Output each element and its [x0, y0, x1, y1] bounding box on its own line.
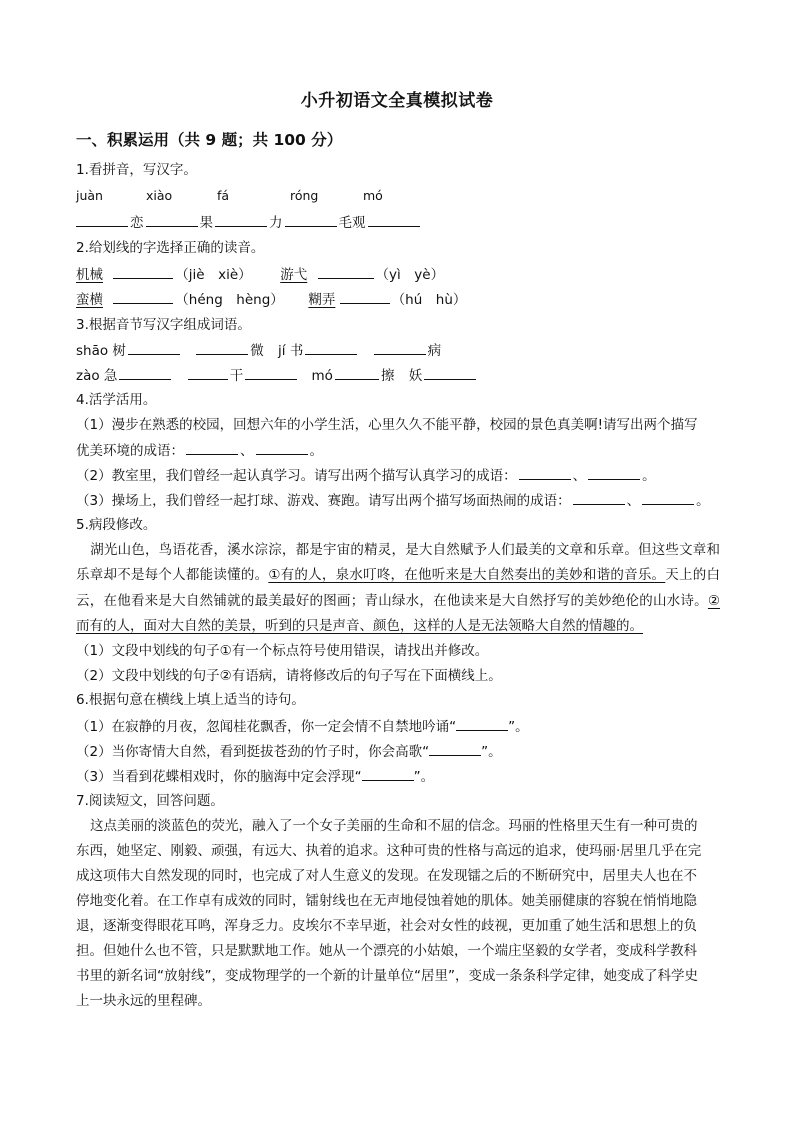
prompt-text: （3）操场上，我们曾经一起打球、游戏、赛跑。请写出两个描写场面热闹的成语： [76, 493, 571, 509]
close-quote: ”。 [481, 744, 502, 760]
syllable: zào [76, 368, 100, 384]
q5-passage [76, 538, 720, 639]
answer-blank[interactable] [368, 212, 420, 227]
separator: 、 [240, 443, 254, 459]
given-char: 毛观 [338, 215, 366, 231]
given-char: 病 [427, 343, 442, 359]
syllable: mó [311, 368, 333, 384]
period: 。 [309, 443, 323, 459]
answer-blank[interactable] [215, 212, 267, 227]
section-heading: 一、积累运用（共 9 题；共 100 分） [76, 131, 343, 149]
given-char: 书 [289, 343, 304, 359]
q2-row-1 [76, 264, 444, 285]
q7-passage-line: 上一块永远的里程碑。 [76, 993, 211, 1009]
answer-blank[interactable] [374, 340, 426, 355]
answer-blank[interactable] [429, 741, 481, 756]
page-title: 小升初语文全真模拟试卷 [300, 91, 494, 111]
answer-blank[interactable] [642, 490, 694, 505]
prompt-text: （2）教室里，我们曾经一起认真学习。请写出两个描写认真学习的成语： [76, 468, 517, 484]
answer-blank[interactable] [113, 289, 173, 304]
pinyin: róng [290, 188, 319, 203]
answer-blank[interactable] [362, 766, 414, 781]
period: 。 [642, 468, 656, 484]
q7-passage-line: 东西，她坚定、刚毅、顽强，有远大、执着的追求。这种可贵的性格与高远的追求，使玛丽·居里几乎在完 [76, 843, 702, 859]
q6-sub1 [76, 716, 529, 737]
prompt-text: （2）当你寄情大自然，看到挺拔苍劲的竹子时，你会高歌“ [76, 744, 430, 760]
q4-sub1-line1: （1）漫步在熟悉的校园，回想六年的小学生活，心里久久不能平静，校园的景色真美啊!请写出两个描写 [76, 417, 698, 433]
answer-blank[interactable] [340, 289, 390, 304]
given-char: 妖 [408, 368, 423, 384]
q5-sub1: （1）文段中划线的句子①有一个标点符号使用错误，请找出并修改。 [76, 643, 489, 659]
passage-text: 和乐章却不是每个人都能读懂的。 [76, 542, 720, 584]
pinyin: mó [363, 188, 383, 203]
answer-blank[interactable] [245, 365, 297, 380]
reading-options: （hú hù） [391, 292, 467, 308]
answer-blank[interactable] [573, 490, 625, 505]
underlined-sentence-1: ①有的人，泉水叮咚，在他听来是大自然奏出的美妙和谐的音乐。 [268, 567, 666, 584]
q7-passage-line: 停地变化着。在工作卓有成效的同时，镭射线也在无声地侵蚀着她的肌体。她美丽健康的容貌在悄悄地隐 [76, 893, 697, 909]
given-char: 急 [103, 368, 118, 384]
q7-stem: 7.阅读短文，回答问题。 [76, 793, 224, 809]
q7-passage-line: 这点美丽的淡蓝色的荧光，融入了一个女子美丽的生命和不屈的信念。玛丽的性格里天生有一种可贵的 [90, 818, 698, 834]
q4-sub1-line2 [76, 440, 323, 461]
underlined-word: 机械 [76, 267, 103, 283]
answer-blank[interactable] [186, 440, 238, 455]
q3-row-2 [76, 365, 478, 386]
q4-sub2 [76, 465, 656, 486]
prompt-text: 优美环境的成语： [76, 443, 184, 459]
q6-sub3 [76, 766, 434, 787]
answer-blank[interactable] [76, 212, 128, 227]
answer-blank[interactable] [128, 340, 180, 355]
q7-passage-line: 成这项伟大自然发现的同时，也完成了对人生意义的发现。在发现镭之后的不断研究中，居里夫人也在不 [76, 868, 697, 884]
q2-row-2 [76, 289, 466, 310]
given-char: 擦 [380, 368, 395, 384]
close-quote: ”。 [413, 769, 435, 785]
pinyin: fá [217, 188, 230, 203]
given-char: 干 [229, 368, 244, 384]
answer-blank[interactable] [335, 365, 379, 380]
answer-blank[interactable] [146, 212, 198, 227]
separator: 、 [572, 468, 587, 484]
given-char: 力 [269, 215, 283, 231]
prompt-text: （1）在寂静的月夜，忽闻桂花飘香，你一定会情不自禁地吟诵“ [76, 719, 457, 735]
syllable: shāo [76, 343, 109, 359]
prompt-text: （3）当看到花蝶相戏时，你的脑海中定会浮现“ [76, 769, 362, 785]
answer-blank[interactable] [588, 465, 640, 480]
answer-blank[interactable] [424, 365, 476, 380]
close-quote: ”。 [508, 719, 529, 735]
q1-pinyin-row [76, 186, 716, 206]
q4-sub3 [76, 490, 710, 511]
answer-blank[interactable] [113, 264, 173, 279]
passage-text: 的白云，在他看来是大自然铺就的最美最好的图画；青山绿水，在他读来是大自然抒写的美妙绝伦的山水 [76, 567, 721, 609]
answer-blank[interactable] [196, 340, 248, 355]
reading-options: （yì yè） [375, 267, 445, 283]
q5-sub2: （2）文段中划线的句子②有语病，请将修改后的句子写在下面横线上。 [76, 668, 502, 684]
underlined-word: 蛮横 [76, 292, 103, 308]
q1-answer-row [76, 212, 422, 233]
q6-stem: 6.根据句意在横线上填上适当的诗句。 [76, 692, 305, 708]
answer-blank[interactable] [256, 440, 308, 455]
passage-text: 天上 [665, 567, 693, 584]
q1-stem: 1.看拼音，写汉字。 [76, 162, 197, 178]
answer-blank[interactable] [519, 465, 571, 480]
answer-blank[interactable] [285, 212, 337, 227]
reading-options: （jiè xiè） [175, 267, 252, 283]
passage-text: 诗。 [680, 592, 708, 609]
q7-passage-line: 担。但她什么也不管，只是默默地工作。她从一个漂亮的小姑娘，一个端庄坚毅的女学者，变成科学教科 [76, 943, 697, 959]
underlined-word: 糊弄 [308, 292, 336, 308]
given-char: 果 [199, 215, 213, 231]
pinyin: juàn [76, 188, 103, 203]
syllable: jí [278, 343, 286, 359]
given-char: 恋 [130, 215, 144, 231]
passage-text: 湖光山色，鸟语花香，溪水淙淙，都是宇宙的精灵，是大自然赋予人们最美的文章和乐章。但这些文章 [90, 542, 707, 558]
answer-blank[interactable] [188, 365, 228, 380]
answer-blank[interactable] [318, 264, 374, 279]
period: 。 [696, 493, 710, 509]
q7-passage-line: 书里的新名词“放射线”，变成物理学的一个新的计量单位“居里”，变成一条条科学定律，她变成了科学史 [76, 968, 698, 984]
q2-stem: 2.给划线的字选择正确的读音。 [76, 240, 265, 256]
q4-stem: 4.活学活用。 [76, 392, 157, 408]
q6-sub2 [76, 741, 502, 762]
reading-options: （héng hèng） [175, 292, 284, 308]
underlined-sentence-2: ②而有的人，面对大自然的美景，听到的只是声音、颜色，这样的人是无法领略大自然的情趣的。 [76, 592, 721, 634]
q5-stem: 5.病段修改。 [76, 517, 157, 533]
given-char: 树 [112, 343, 126, 359]
separator: 、 [626, 493, 641, 509]
q3-stem: 3.根据音节写汉字组成词语。 [76, 317, 251, 333]
answer-blank[interactable] [119, 365, 171, 380]
answer-blank[interactable] [456, 716, 508, 731]
answer-blank[interactable] [305, 340, 357, 355]
given-char: 微 [250, 343, 264, 359]
underlined-word: 游弋 [280, 267, 308, 283]
pinyin: xiào [146, 188, 173, 203]
q3-row-1 [76, 340, 441, 361]
q7-passage-line: 退，逐渐变得眼花耳鸣，浑身乏力。皮埃尔不幸早逝，社会对女性的歧视，更加重了她生活和思想上的负 [76, 918, 697, 934]
